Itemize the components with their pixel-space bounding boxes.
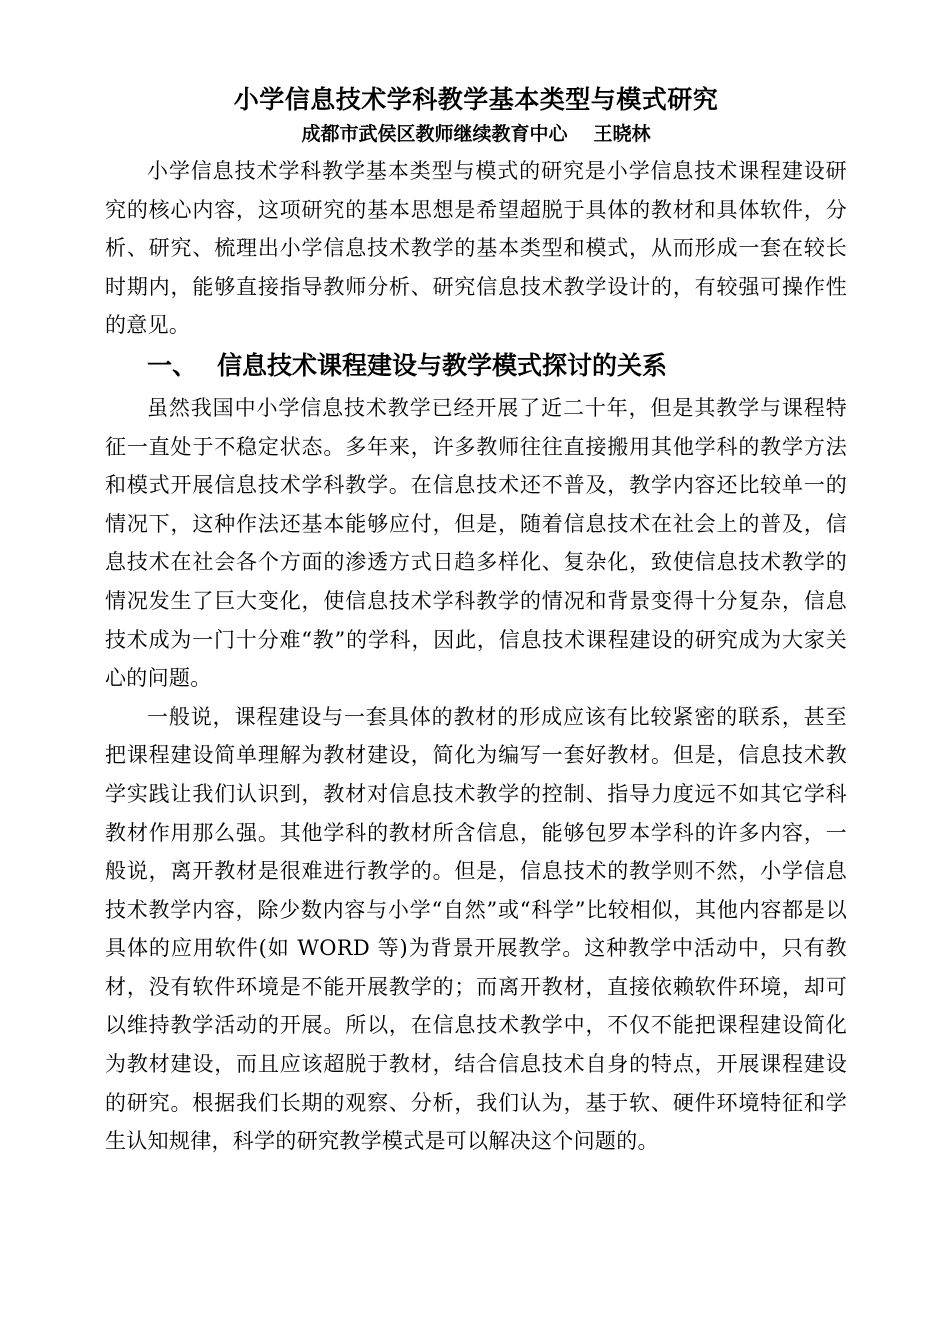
section1-paragraph-2: 一般说，课程建设与一套具体的教材的形成应该有比较紧密的联系，甚至把课程建设简单理解为教材建设，简化为编写一套好教材。但是，信息技术教学实践让我们认识到，教材对信息技术教学的控制、指导力度远不如其它学科教材作用那么强。其他学科的教材所含信息，能够包罗本学科的许多内容，一般说，离开教材是很难进行教学的。但是，信息技术的教学则不然，小学信息技术教学内容，除少数内容与小学“自然”或“科学”比较相似，其他内容都是以具体的应用软件(如 WORD 等)为背景开展教学。这种教学中活动中，只有教材，没有软件环境是不能开展教学的；而离开教材，直接依赖软件环境，却可以维持教学活动的开展。所以，在信息技术教学中，不仅不能把课程建设简化为教材建设，而且应该超脱于教材，结合信息技术自身的特点，开展课程建设的研究。根据我们长期的观察、分析，我们认为，基于软、硬件环境特征和学生认知规律，科学的研究教学模式是可以解决这个问题的。 (105, 704, 847, 1154)
section-number: 一、 (147, 350, 198, 380)
author-organization: 成都市武侯区教师继续教育中心 (301, 123, 568, 145)
section-title: 信息技术课程建设与教学模式探讨的关系 (217, 350, 668, 380)
section1-paragraph-1: 虽然我国中小学信息技术教学已经开展了近二十年，但是其教学与课程特征一直处于不稳定状态。多年来，许多教师往往直接搬用其他学科的教学方法和模式开展信息技术学科教学。在信息技术还不普及，教学内容还比较单一的情况下，这种作法还基本能够应付，但是，随着信息技术在社会上的普及，信息技术在社会各个方面的渗透方式日趋多样化、复杂化，致使信息技术教学的情况发生了巨大变化，使信息技术学科教学的情况和背景变得十分复杂，信息技术成为一门十分难“教”的学科，因此，信息技术课程建设的研究成为大家关心的问题。 (105, 395, 847, 691)
intro-paragraph: 小学信息技术学科教学基本类型与模式的研究是小学信息技术课程建设研究的核心内容，这项研究的基本思想是希望超脱于具体的教材和具体软件，分析、研究、梳理出小学信息技术教学的基本类型和模式，从而形成一套在较长时期内，能够直接指导教师分析、研究信息技术教学设计的，有较强可操作性的意见。 (105, 159, 847, 338)
document-page (105, 82, 847, 1161)
author-name: 王晓林 (593, 123, 651, 145)
section-heading-1 (105, 347, 847, 385)
document-title: 小学信息技术学科教学基本类型与模式研究 (233, 85, 719, 114)
author-line (105, 118, 847, 150)
